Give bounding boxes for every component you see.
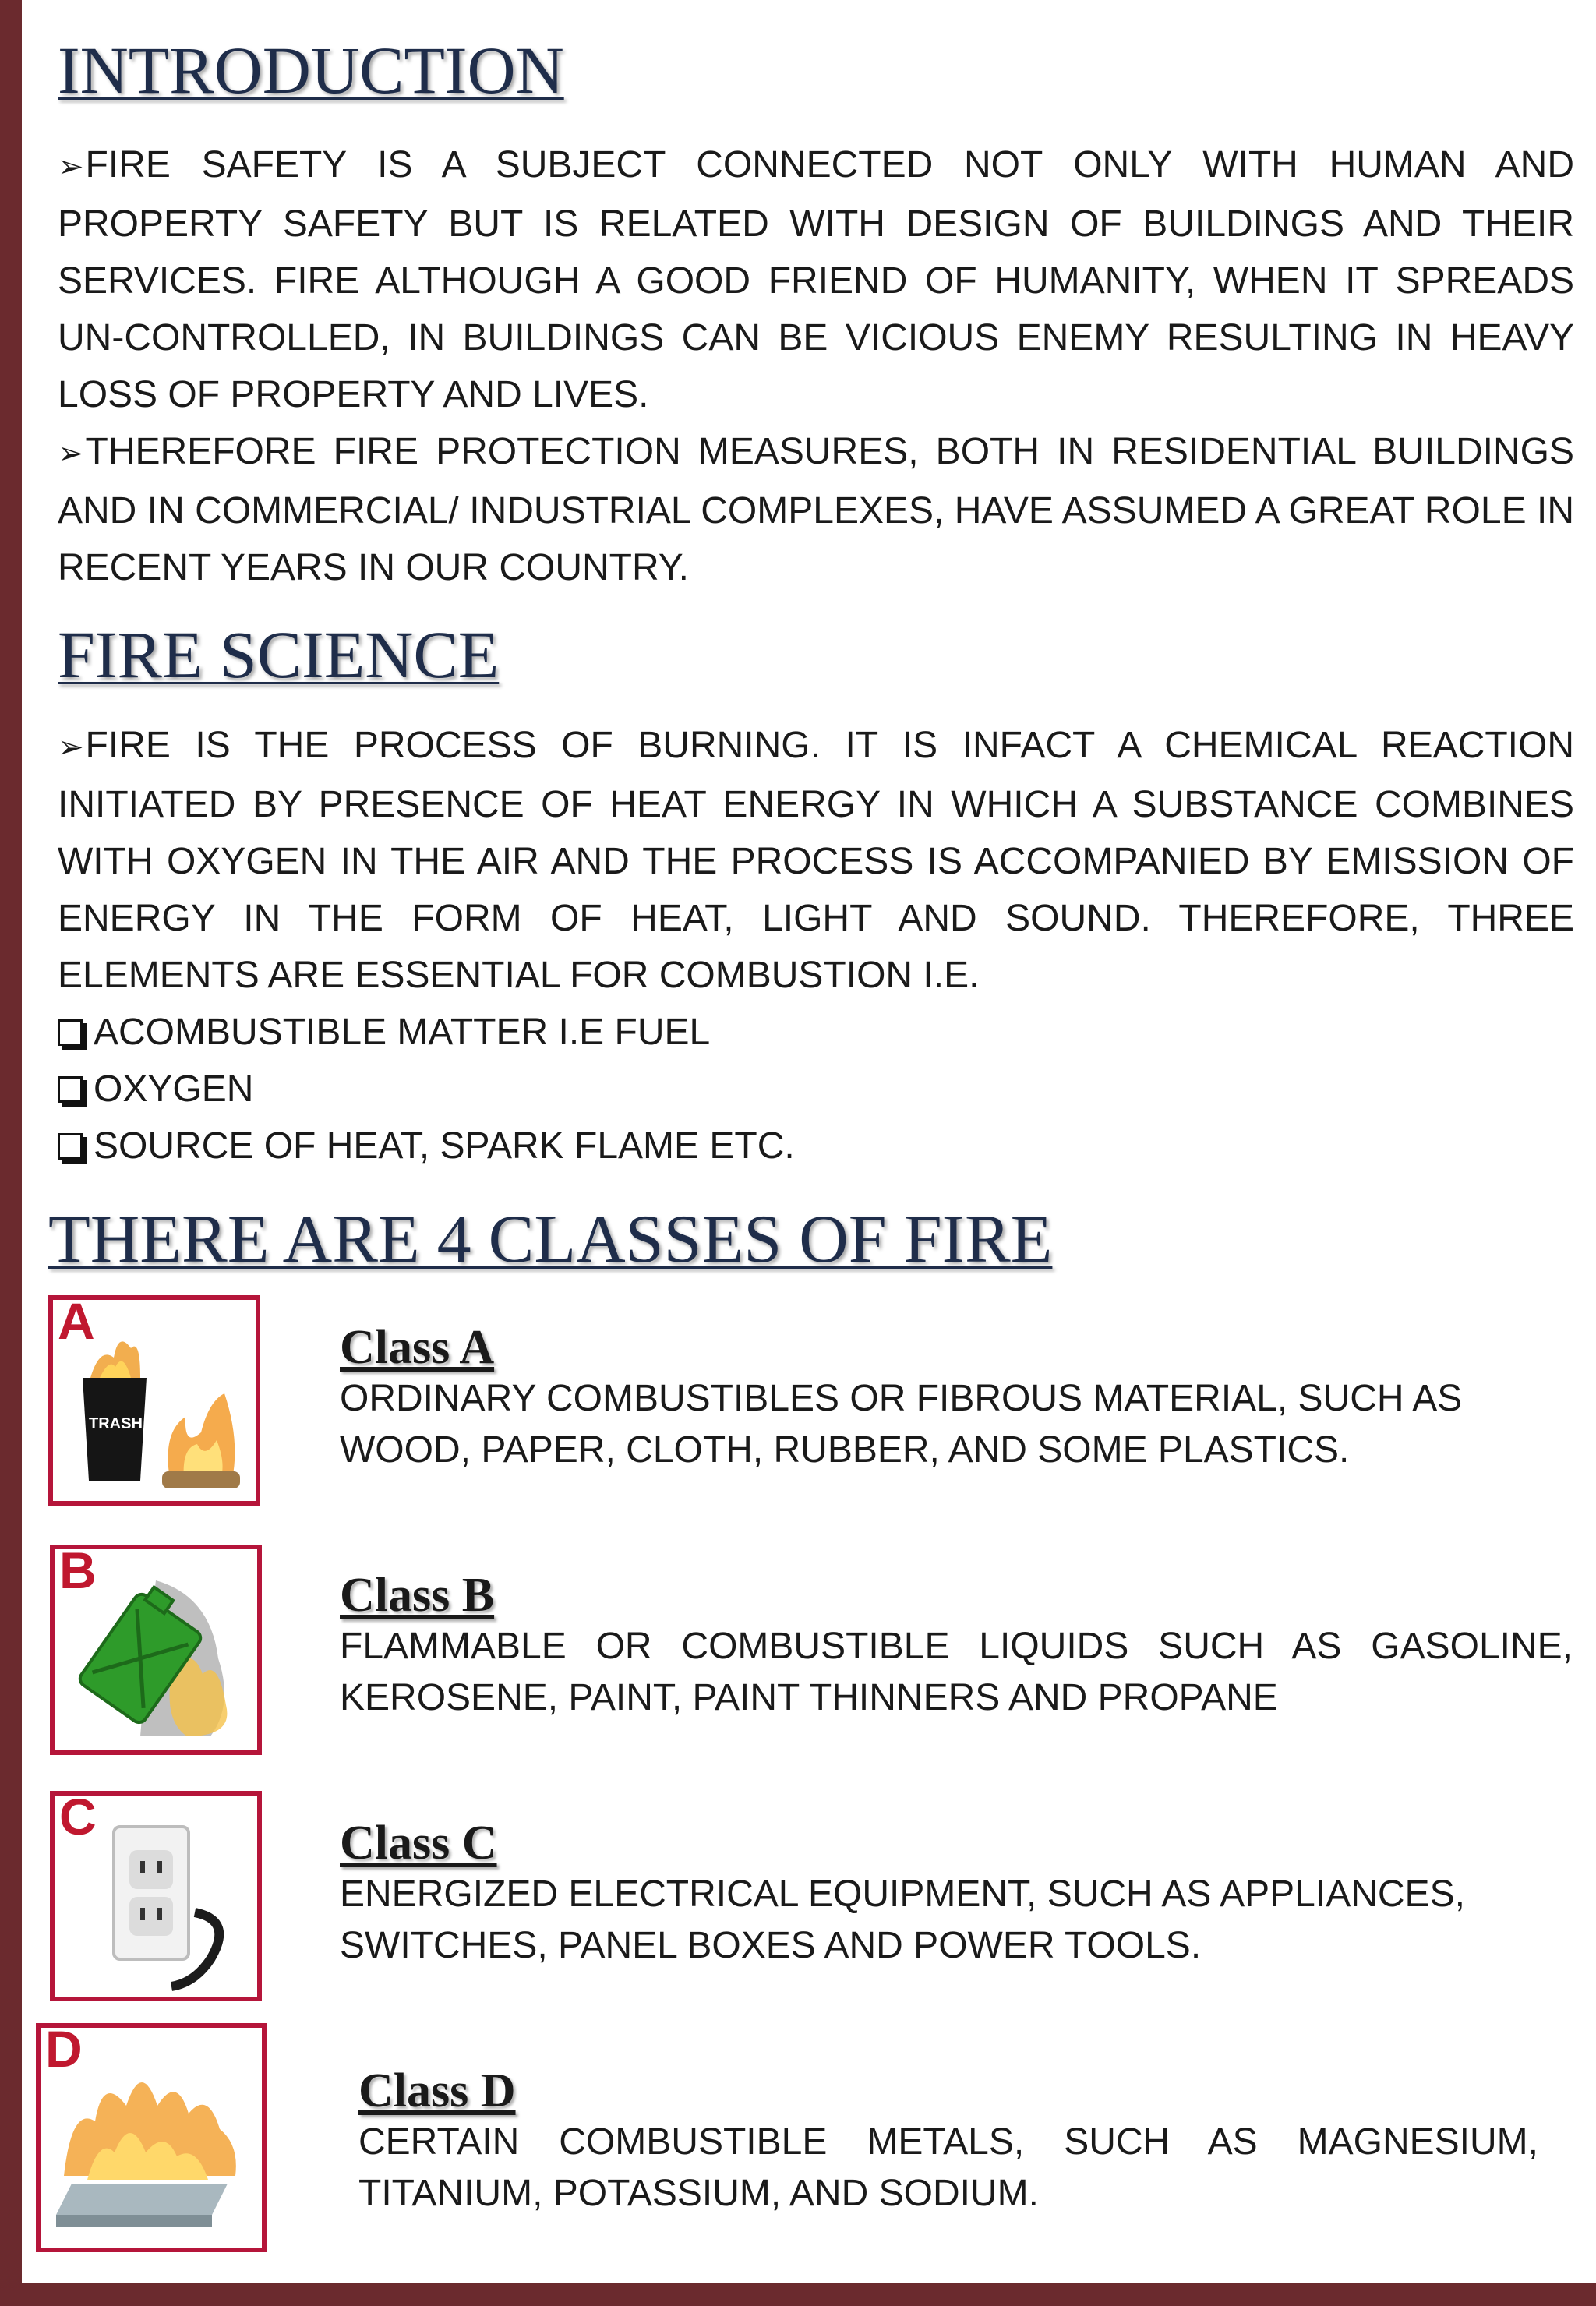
element-item: OXYGEN [58, 1061, 1574, 1118]
class-b-icon [50, 1545, 262, 1755]
arrow-bullet-icon: ➢ [58, 436, 84, 471]
element-item: SOURCE OF HEAT, SPARK FLAME ETC. [58, 1118, 1574, 1174]
class-b-letter: B [59, 1545, 97, 1599]
element-item: ACOMBUSTIBLE MATTER I.E FUEL [58, 1004, 1574, 1061]
class-d-description: CERTAIN COMBUSTIBLE METALS, SUCH AS MAGNESIUM, TITANIUM, POTASSIUM, AND SODIUM. [358, 2121, 1538, 2214]
class-a-title: Class A [340, 1321, 495, 1374]
arrow-bullet-icon: ➢ [58, 730, 84, 765]
bottom-frame-bar [0, 2283, 1596, 2306]
class-c-letter: C [59, 1791, 97, 1845]
science-text [58, 717, 1574, 1174]
trash-label: TRASH [89, 1415, 143, 1432]
class-a-description: ORDINARY COMBUSTIBLES OR FIBROUS MATERIAL, SUCH AS WOOD, PAPER, CLOTH, RUBBER, AND SOME PLASTICS. [340, 1378, 1463, 1471]
class-a-icon [48, 1295, 260, 1506]
class-b-description: FLAMMABLE OR COMBUSTIBLE LIQUIDS SUCH AS GASOLINE, KEROSENE, PAINT, PAINT THINNERS AND PROPANE [340, 1626, 1573, 1718]
intro-heading: INTRODUCTION [58, 33, 564, 108]
class-b-title: Class B [340, 1569, 495, 1622]
class-c-title: Class C [340, 1817, 497, 1870]
classes-heading: THERE ARE 4 CLASSES OF FIRE [48, 1202, 1053, 1277]
arrow-bullet-icon: ➢ [58, 150, 84, 184]
checkbox-bullet-icon [58, 1019, 83, 1046]
intro-text [58, 136, 1574, 596]
checkbox-bullet-icon [58, 1076, 83, 1103]
class-d-icon [36, 2023, 267, 2252]
class-d-letter: D [45, 2023, 83, 2078]
checkbox-bullet-icon [58, 1133, 83, 1160]
intro-paragraph-1: ➢FIRE SAFETY IS A SUBJECT CONNECTED NOT ONLY WITH HUMAN AND PROPERTY SAFETY BUT IS RELATED WITH DESIGN OF BUILDINGS AND THEIR SERVICES. FIRE ALTHOUGH A GOOD FRIEND OF HUMANITY, WHEN IT SPREADS UN-CONTROLLED, IN BUILDINGS CAN BE VICIOUS ENEMY RESULTING IN HEAVY LOSS OF PROPERTY AND LIVES. [58, 144, 1574, 415]
class-c-description: ENERGIZED ELECTRICAL EQUIPMENT, SUCH AS APPLIANCES, SWITCHES, PANEL BOXES AND POWER TOOLS. [340, 1873, 1465, 1966]
left-frame-bar [0, 0, 22, 2306]
science-paragraph: ➢FIRE IS THE PROCESS OF BURNING. IT IS INFACT A CHEMICAL REACTION INITIATED BY PRESENCE OF HEAT ENERGY IN WHICH A SUBSTANCE COMBINES WITH OXYGEN IN THE AIR AND THE PROCESS IS ACCOMPANIED BY EMISSION OF ENERGY IN THE FORM OF HEAT, LIGHT AND SOUND. THEREFORE, THREE ELEMENTS ARE ESSENTIAL FOR COMBUSTION I.E. [58, 725, 1574, 996]
intro-paragraph-2: ➢THEREFORE FIRE PROTECTION MEASURES, BOTH IN RESIDENTIAL BUILDINGS AND IN COMMERCIAL/ INDUSTRIAL COMPLEXES, HAVE ASSUMED A GREAT ROLE IN RECENT YEARS IN OUR COUNTRY. [58, 431, 1574, 588]
class-c-icon [50, 1791, 262, 2001]
science-heading: FIRE SCIENCE [58, 617, 500, 692]
class-a-letter: A [58, 1295, 95, 1350]
class-d-title: Class D [358, 2064, 516, 2117]
